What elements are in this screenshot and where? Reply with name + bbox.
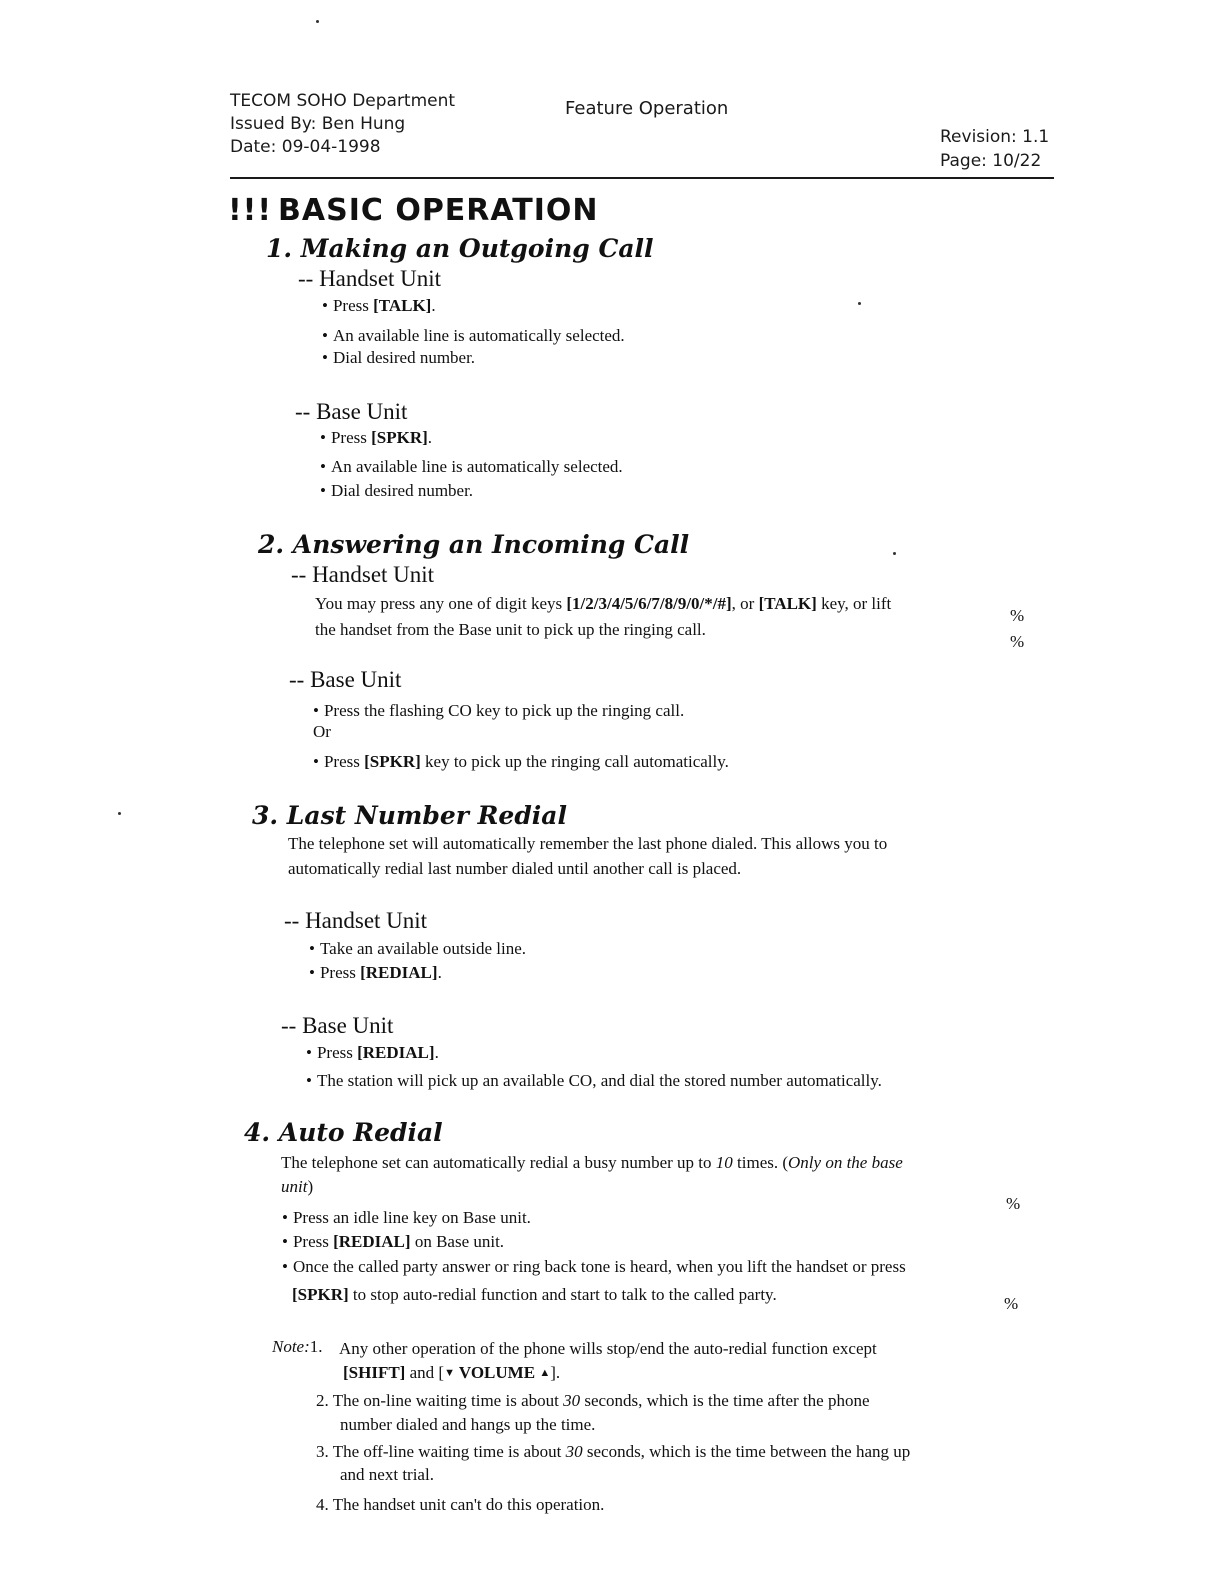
text: Press (330, 428, 372, 447)
note-1-line-2 (343, 1362, 560, 1384)
redial-key: [REDIAL] (360, 963, 438, 982)
seconds-value: 30 (565, 1442, 583, 1461)
italic-note: unit (281, 1177, 308, 1196)
note-3-line-2: and next trial. (340, 1465, 434, 1484)
text: . (431, 296, 436, 315)
s1-base-heading: -- Base Unit (295, 399, 408, 424)
s2-handset-heading: -- Handset Unit (291, 562, 435, 587)
spkr-key: [SPKR] (292, 1285, 349, 1304)
text: 2. The on-line waiting time is about (316, 1391, 564, 1410)
text: and (405, 1363, 439, 1382)
s1-handset-bullet-1 (322, 295, 436, 317)
text: You may press any one of digit keys (315, 594, 567, 613)
text: times. ( (732, 1153, 789, 1172)
text: Press (319, 963, 361, 982)
section-3-title: 3. Last Number Redial (252, 801, 568, 830)
header-department: TECOM SOHO Department (230, 91, 456, 111)
s4-intro-line-2 (281, 1176, 313, 1198)
s3-intro-line-1: The telephone set will automatically remember the last phone dialed. This allows you to (288, 834, 888, 853)
spkr-key: [SPKR] (364, 752, 421, 771)
change-bar-mark: % (1006, 1194, 1021, 1213)
scan-speck (118, 812, 121, 815)
s3-intro-line-2: automatically redial last number dialed until another call is placed. (288, 859, 742, 878)
text: Press (292, 1232, 334, 1251)
note-label: Note: (272, 1337, 310, 1356)
text: Press (323, 752, 365, 771)
talk-key: [TALK] (373, 296, 432, 315)
text: Press (316, 1043, 358, 1062)
text: ) (307, 1177, 314, 1196)
text: key, or lift (816, 594, 892, 613)
s1-handset-bullet-3: • Dial desired number. (322, 347, 475, 369)
text: The telephone set can automatically redial a busy number up to (281, 1153, 716, 1172)
text: Press (332, 296, 374, 315)
change-bar-mark: % (1004, 1294, 1019, 1313)
scan-speck (893, 552, 896, 555)
note-1-line-1: Any other operation of the phone wills stop/end the auto-redial function except (339, 1339, 877, 1358)
s1-base-bullet-1 (320, 427, 432, 449)
text: 3. The off-line waiting time is about (316, 1442, 566, 1461)
text: . (434, 1043, 439, 1062)
s4-bullet-3-line-1: • Once the called party answer or ring back tone is heard, when you lift the handset or press (282, 1256, 906, 1278)
spkr-key: [SPKR] (371, 428, 428, 447)
text: . (437, 963, 442, 982)
s3-handset-heading: -- Handset Unit (284, 908, 428, 933)
text: on Base unit. (410, 1232, 505, 1251)
scan-speck (316, 20, 319, 23)
s1-base-bullet-3: • Dial desired number. (320, 480, 473, 502)
s2-handset-paragraph-line-2: the handset from the Base unit to pick up the ringing call. (315, 620, 706, 639)
text: seconds, which is the time after the phone (580, 1391, 870, 1410)
s3-handset-bullet-2 (309, 962, 442, 984)
s2-base-or: Or (313, 722, 331, 741)
redial-count: 10 (715, 1153, 733, 1172)
volume-down-icon: ▼ (444, 1367, 455, 1379)
header-revision: Revision: 1.1 (940, 127, 1050, 147)
text: to stop auto-redial function and start to talk to the called party. (348, 1285, 777, 1304)
header-divider (230, 177, 1054, 179)
header-date: Date: 09-04-1998 (230, 137, 381, 157)
text: . (427, 428, 433, 447)
digit-keys: [1/2/3/4/5/6/7/8/9/0/*/#] (566, 594, 732, 613)
seconds-value: 30 (563, 1391, 581, 1410)
s3-base-heading: -- Base Unit (281, 1013, 394, 1038)
s1-base-bullet-2: • An available line is automatically selected. (320, 456, 623, 478)
s4-intro-line-1 (281, 1152, 903, 1174)
notes-label (272, 1336, 323, 1358)
text: , or (731, 594, 759, 613)
italic-note: Only on the base (788, 1153, 903, 1172)
section-1-title: 1. Making an Outgoing Call (266, 234, 654, 263)
volume-key: VOLUME (454, 1363, 540, 1382)
s4-bullet-3-line-2 (292, 1284, 777, 1306)
chapter-title: BASIC OPERATION (278, 193, 599, 228)
s3-base-bullet-1 (306, 1042, 439, 1064)
bracket: [ (438, 1363, 445, 1382)
note-number: 1. (309, 1337, 323, 1356)
header-issued-by: Issued By: Ben Hung (230, 114, 406, 134)
talk-key: [TALK] (758, 594, 817, 613)
bracket: ]. (550, 1363, 561, 1382)
s2-base-bullet-2 (313, 751, 729, 773)
change-bar-mark: % (1010, 632, 1025, 651)
section-4-title: 4. Auto Redial (244, 1118, 443, 1147)
note-3-line-1 (316, 1441, 910, 1463)
s2-handset-paragraph-line-1 (315, 593, 891, 615)
note-2-line-1 (316, 1390, 869, 1412)
chapter-numeral: !!! (228, 193, 273, 228)
note-4: 4. The handset unit can't do this operation. (316, 1495, 605, 1514)
header-page: Page: 10/22 (940, 151, 1042, 171)
scan-speck (858, 302, 861, 305)
note-2-line-2: number dialed and hangs up the time. (340, 1415, 596, 1434)
s1-handset-bullet-2: • An available line is automatically selected. (322, 325, 625, 347)
s1-handset-heading: -- Handset Unit (298, 266, 442, 291)
redial-key: [REDIAL] (357, 1043, 435, 1062)
volume-up-icon: ▲ (539, 1367, 551, 1379)
shift-key: [SHIFT] (343, 1363, 406, 1382)
text: key to pick up the ringing call automatically. (420, 752, 729, 771)
s4-bullet-1: • Press an idle line key on Base unit. (282, 1207, 531, 1229)
s4-bullet-2 (282, 1231, 504, 1253)
header-doc-title: Feature Operation (565, 98, 729, 119)
redial-key: [REDIAL] (333, 1232, 411, 1251)
s2-base-bullet-1: • Press the flashing CO key to pick up the ringing call. (313, 700, 684, 722)
s3-base-bullet-2: • The station will pick up an available CO, and dial the stored number automatically. (306, 1070, 882, 1092)
s2-base-heading: -- Base Unit (289, 667, 402, 692)
s3-handset-bullet-1: • Take an available outside line. (309, 938, 526, 960)
section-2-title: 2. Answering an Incoming Call (258, 530, 690, 559)
change-bar-mark: % (1010, 606, 1025, 625)
text: seconds, which is the time between the hang up (582, 1442, 911, 1461)
